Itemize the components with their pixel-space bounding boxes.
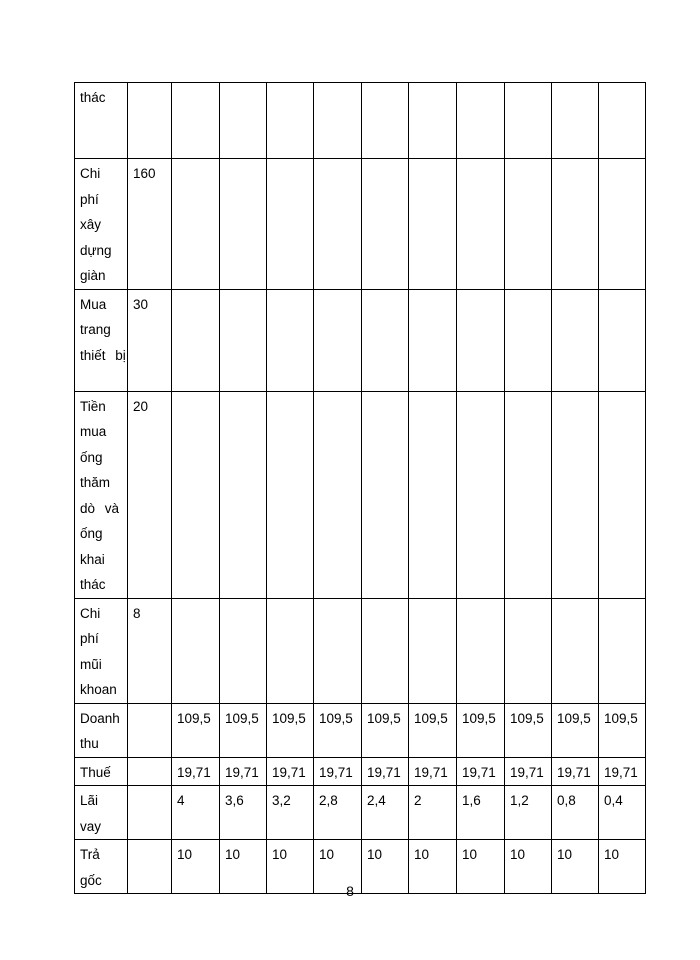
initial-cost-cell-text	[128, 840, 171, 842]
year-value-cell-text: 109,5	[604, 710, 638, 726]
year-value-cell	[220, 83, 267, 159]
initial-cost-cell-text	[128, 758, 171, 760]
year-value-cell	[505, 786, 552, 840]
year-value-cell	[172, 159, 220, 290]
year-value-cell	[172, 757, 220, 786]
initial-cost-cell	[128, 391, 172, 598]
year-value-cell-text: 1,6	[462, 793, 481, 808]
year-value-cell-text	[172, 159, 219, 161]
cash-flow-table	[74, 82, 646, 894]
year-value-cell	[599, 83, 646, 159]
year-value-cell	[409, 786, 457, 840]
year-value-cell-text: 2,8	[319, 793, 338, 808]
year-value-cell	[314, 598, 362, 703]
year-value-cell-text: 0,4	[604, 793, 623, 808]
year-value-cell-text	[172, 392, 219, 394]
year-value-cell-text: 109,5	[557, 710, 591, 726]
year-value-cell	[362, 703, 409, 757]
year-value-cell	[267, 83, 314, 159]
year-value-cell	[220, 391, 267, 598]
year-value-cell	[457, 598, 505, 703]
year-value-cell	[552, 83, 599, 159]
year-value-cell-text	[552, 290, 598, 292]
year-value-cell	[505, 289, 552, 391]
year-value-cell	[172, 83, 220, 159]
year-value-cell-text: 10	[462, 847, 478, 862]
year-value-cell	[409, 289, 457, 391]
year-value-cell	[409, 703, 457, 757]
year-value-cell	[220, 757, 267, 786]
year-value-cell	[552, 289, 599, 391]
initial-cost-cell-text	[128, 786, 171, 788]
initial-cost-cell-text: 30	[133, 296, 149, 312]
year-value-cell	[362, 598, 409, 703]
year-value-cell	[314, 757, 362, 786]
year-value-cell	[552, 159, 599, 290]
year-value-cell	[362, 786, 409, 840]
row-label-cell	[75, 757, 128, 786]
year-value-cell	[220, 598, 267, 703]
year-value-cell-text	[172, 83, 219, 85]
row-label-cell	[75, 391, 128, 598]
table-row	[75, 786, 646, 840]
year-value-cell-text	[409, 159, 456, 161]
year-value-cell	[314, 786, 362, 840]
year-value-cell	[409, 159, 457, 290]
year-value-cell	[362, 159, 409, 290]
year-value-cell	[267, 703, 314, 757]
year-value-cell	[599, 703, 646, 757]
year-value-cell	[267, 786, 314, 840]
year-value-cell	[599, 757, 646, 786]
year-value-cell-text	[457, 290, 504, 292]
year-value-cell-text: 109,5	[177, 710, 211, 726]
year-value-cell-text: 19,71	[225, 764, 259, 780]
row-label-cell	[75, 289, 128, 391]
year-value-cell	[267, 289, 314, 391]
year-value-cell-text: 10	[177, 847, 193, 862]
year-value-cell-text	[505, 599, 551, 601]
year-value-cell-text	[599, 599, 645, 601]
row-label-cell-text: Mua trang thiết bị	[80, 296, 126, 363]
year-value-cell	[409, 598, 457, 703]
year-value-cell-text	[267, 392, 313, 394]
year-value-cell	[457, 757, 505, 786]
year-value-cell-text: 10	[225, 847, 241, 862]
year-value-cell	[172, 598, 220, 703]
year-value-cell	[314, 391, 362, 598]
year-value-cell-text: 10	[414, 847, 430, 862]
year-value-cell-text: 109,5	[319, 710, 353, 726]
year-value-cell-text	[505, 290, 551, 292]
year-value-cell-text: 19,71	[414, 764, 448, 780]
table-row	[75, 757, 646, 786]
year-value-cell	[599, 289, 646, 391]
year-value-cell-text: 19,71	[557, 764, 591, 780]
year-value-cell	[457, 83, 505, 159]
year-value-cell-text	[599, 392, 645, 394]
row-label-cell-text: Doanh thu	[80, 710, 120, 751]
year-value-cell-text	[172, 290, 219, 292]
year-value-cell-text: 10	[557, 847, 573, 862]
year-value-cell	[552, 391, 599, 598]
year-value-cell-text	[457, 83, 504, 85]
year-value-cell-text: 19,71	[177, 764, 211, 780]
year-value-cell-text: 4	[177, 793, 185, 808]
year-value-cell-text	[220, 83, 266, 85]
year-value-cell-text	[409, 392, 456, 394]
year-value-cell	[267, 159, 314, 290]
year-value-cell-text: 1,2	[510, 793, 529, 808]
year-value-cell-text	[362, 392, 408, 394]
table-row	[75, 598, 646, 703]
year-value-cell-text	[457, 599, 504, 601]
year-value-cell-text	[314, 83, 361, 85]
page-number: 8	[346, 883, 354, 899]
year-value-cell-text: 2	[414, 793, 422, 808]
year-value-cell-text	[552, 392, 598, 394]
year-value-cell-text	[599, 83, 645, 85]
row-label-cell	[75, 786, 128, 840]
year-value-cell-text	[220, 599, 266, 601]
initial-cost-cell	[128, 786, 172, 840]
year-value-cell	[505, 703, 552, 757]
year-value-cell-text	[409, 599, 456, 601]
year-value-cell	[505, 83, 552, 159]
year-value-cell	[172, 703, 220, 757]
year-value-cell-text: 109,5	[367, 710, 401, 726]
year-value-cell-text	[267, 159, 313, 161]
year-value-cell-text	[457, 159, 504, 161]
year-value-cell-text	[220, 290, 266, 292]
year-value-cell-text	[552, 159, 598, 161]
year-value-cell-text: 109,5	[225, 710, 259, 726]
row-label-cell-text: Trả gốc	[80, 847, 102, 888]
year-value-cell	[314, 83, 362, 159]
year-value-cell-text: 10	[510, 847, 526, 862]
year-value-cell	[267, 598, 314, 703]
year-value-cell	[409, 391, 457, 598]
table-row	[75, 159, 646, 290]
year-value-cell	[314, 703, 362, 757]
initial-cost-cell	[128, 289, 172, 391]
row-label-cell-text: Lãi vay	[80, 793, 102, 834]
initial-cost-cell-text: 8	[133, 605, 141, 621]
table-row	[75, 289, 646, 391]
initial-cost-cell-text: 160	[133, 166, 156, 181]
year-value-cell	[314, 159, 362, 290]
year-value-cell	[599, 786, 646, 840]
year-value-cell	[599, 598, 646, 703]
year-value-cell-text: 19,71	[367, 764, 401, 780]
year-value-cell-text	[457, 392, 504, 394]
year-value-cell-text: 109,5	[272, 710, 306, 726]
table-row	[75, 703, 646, 757]
row-label-cell-text: Thuế	[80, 764, 111, 780]
year-value-cell-text: 0,8	[557, 793, 576, 808]
table-row	[75, 83, 646, 159]
initial-cost-cell	[128, 598, 172, 703]
year-value-cell-text	[314, 290, 361, 292]
year-value-cell-text	[267, 599, 313, 601]
year-value-cell	[267, 757, 314, 786]
year-value-cell	[552, 703, 599, 757]
year-value-cell-text: 19,71	[319, 764, 353, 780]
year-value-cell	[172, 289, 220, 391]
year-value-cell	[552, 757, 599, 786]
year-value-cell-text	[505, 392, 551, 394]
initial-cost-cell	[128, 83, 172, 159]
year-value-cell-text: 10	[319, 847, 335, 862]
year-value-cell-text	[362, 83, 408, 85]
year-value-cell	[552, 598, 599, 703]
year-value-cell	[172, 391, 220, 598]
year-value-cell-text	[409, 83, 456, 85]
year-value-cell-text: 10	[604, 847, 620, 862]
year-value-cell-text	[220, 392, 266, 394]
row-label-cell	[75, 703, 128, 757]
row-label-cell	[75, 159, 128, 290]
year-value-cell-text	[599, 159, 645, 161]
initial-cost-cell-text	[128, 83, 171, 85]
year-value-cell-text	[267, 290, 313, 292]
year-value-cell	[220, 703, 267, 757]
year-value-cell-text	[599, 290, 645, 292]
year-value-cell-text: 109,5	[414, 710, 448, 726]
year-value-cell-text: 3,6	[225, 793, 244, 808]
initial-cost-cell	[128, 703, 172, 757]
year-value-cell-text: 2,4	[367, 793, 386, 808]
year-value-cell	[599, 391, 646, 598]
year-value-cell	[505, 757, 552, 786]
initial-cost-cell	[128, 159, 172, 290]
year-value-cell-text	[362, 290, 408, 292]
year-value-cell-text: 109,5	[510, 710, 544, 726]
year-value-cell	[409, 757, 457, 786]
row-label-cell-text: thác	[80, 90, 106, 105]
year-value-cell	[505, 391, 552, 598]
initial-cost-cell-text	[128, 704, 171, 706]
year-value-cell-text: 109,5	[462, 710, 496, 726]
year-value-cell-text	[505, 83, 551, 85]
year-value-cell	[172, 786, 220, 840]
year-value-cell-text: 19,71	[462, 764, 496, 780]
year-value-cell	[599, 159, 646, 290]
year-value-cell	[457, 391, 505, 598]
year-value-cell	[220, 786, 267, 840]
year-value-cell-text	[172, 599, 219, 601]
year-value-cell	[505, 598, 552, 703]
year-value-cell-text	[314, 159, 361, 161]
year-value-cell-text	[220, 159, 266, 161]
year-value-cell-text	[409, 290, 456, 292]
year-value-cell	[220, 289, 267, 391]
year-value-cell-text	[505, 159, 551, 161]
initial-cost-cell	[128, 757, 172, 786]
year-value-cell	[457, 786, 505, 840]
year-value-cell-text	[362, 159, 408, 161]
row-label-cell-text: Chi phí mũi khoan	[80, 605, 117, 697]
year-value-cell	[314, 289, 362, 391]
year-value-cell	[362, 289, 409, 391]
year-value-cell	[505, 159, 552, 290]
year-value-cell	[457, 703, 505, 757]
year-value-cell	[220, 159, 267, 290]
year-value-cell-text: 3,2	[272, 793, 291, 808]
year-value-cell-text	[267, 83, 313, 85]
year-value-cell-text	[314, 599, 361, 601]
year-value-cell	[362, 83, 409, 159]
year-value-cell	[362, 391, 409, 598]
row-label-cell-text: Chi phí xây dựng giàn	[80, 166, 112, 283]
year-value-cell	[552, 786, 599, 840]
year-value-cell-text: 19,71	[604, 764, 638, 780]
year-value-cell-text: 19,71	[272, 764, 306, 780]
year-value-cell-text: 10	[272, 847, 288, 862]
year-value-cell	[457, 159, 505, 290]
year-value-cell-text	[552, 83, 598, 85]
row-label-cell	[75, 83, 128, 159]
year-value-cell-text	[314, 392, 361, 394]
year-value-cell-text	[552, 599, 598, 601]
year-value-cell	[409, 83, 457, 159]
year-value-cell-text: 19,71	[510, 764, 544, 780]
year-value-cell	[362, 757, 409, 786]
year-value-cell	[267, 391, 314, 598]
year-value-cell	[457, 289, 505, 391]
table-row	[75, 391, 646, 598]
row-label-cell-text: Tiền mua ống thăm dò và ống khai thác	[80, 398, 120, 592]
initial-cost-cell-text: 20	[133, 398, 149, 414]
row-label-cell	[75, 598, 128, 703]
year-value-cell-text	[362, 599, 408, 601]
year-value-cell-text: 10	[367, 847, 383, 862]
